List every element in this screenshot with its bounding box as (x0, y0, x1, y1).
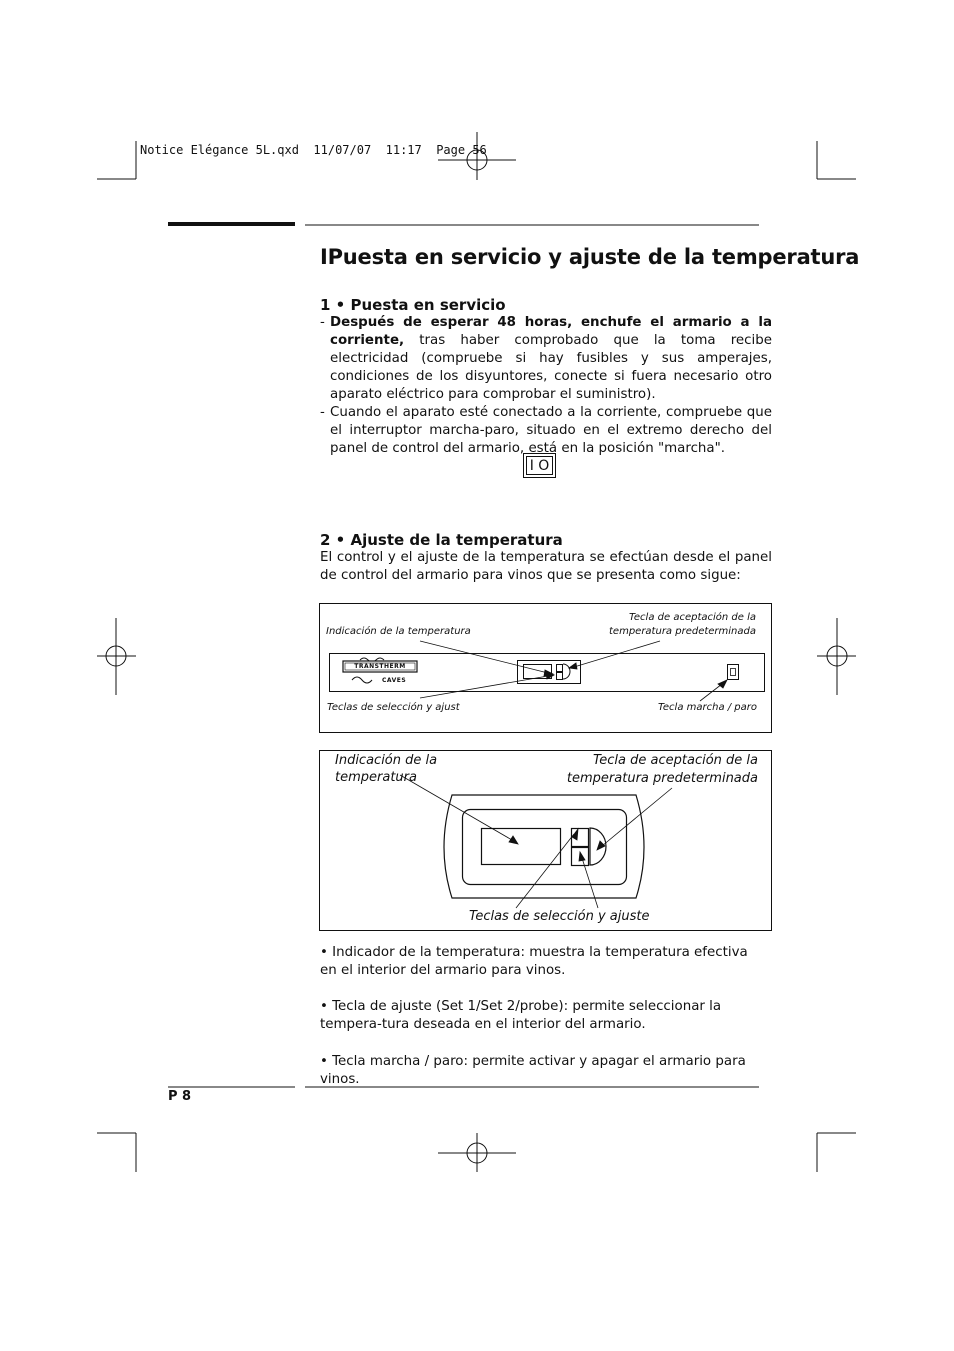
switch-symbol: I O (526, 456, 553, 475)
d1-label-onoff: Tecla marcha / paro (658, 702, 757, 713)
page-title: IPuesta en servicio y ajuste de la temperatura (320, 245, 860, 269)
section-2-heading: 2 • Ajuste de la temperatura (320, 531, 563, 549)
d1-brand-top: TRANSTHERM (354, 663, 406, 670)
item-2-text: Cuando el aparato esté conectado a la corriente, compruebe que el interruptor marcha-paro, situado en el extremo derecho del panel de control del armario, está en la posición "marcha". (330, 405, 772, 456)
d2-label-select-keys: Teclas de selección y ajuste (469, 909, 650, 924)
dash-mark: - (320, 315, 325, 330)
bullet-temp-indicator: • Indicador de la temperatura: muestra la temperatura efectiva en el interior del armario para vinos. (320, 945, 748, 978)
page-number: P 8 (168, 1089, 192, 1104)
d1-brand-bottom: CAVES (382, 677, 407, 684)
section-2-intro: El control y el ajuste de la temperatura se efectúan desde el panel de control del armario para vinos que se presenta como sigue: (320, 550, 772, 583)
dash-mark: - (320, 405, 325, 420)
d2-label-temp-line2: temperatura (335, 770, 417, 785)
print-header: Notice Elégance 5L.qxd 11/07/07 11:17 Page 56 (140, 143, 487, 157)
section-1-heading: 1 • Puesta en servicio (320, 296, 506, 314)
d1-label-select-keys: Teclas de selección y ajust (327, 702, 460, 713)
d1-label-accept-line2: temperatura predeterminada (609, 626, 756, 637)
item-1-text: tras haber comprobado que la toma recibe electricidad (compruebe si hay fusibles y sus amperajes, condiciones de los disyuntores, conecte si fuera necesario otro aparato eléctrico para comprobar el suministro). (330, 333, 772, 402)
d1-label-temp-indication: Indicación de la temperatura (326, 626, 471, 637)
d2-label-temp-line1: Indicación de la (335, 753, 438, 768)
bullet-onoff-key: • Tecla marcha / paro: permite activar y apagar el armario para vinos. (320, 1054, 746, 1087)
bullet-set-key: • Tecla de ajuste (Set 1/Set 2/probe): permite seleccionar la tempera-tura deseada en el interior del armario. (320, 999, 722, 1032)
d2-label-accept-line1: Tecla de aceptación de la (592, 753, 758, 768)
d2-label-accept-line2: temperatura predeterminada (566, 771, 758, 786)
item-1-bold: Después de esperar 48 horas, enchufe el armario a la corriente, (330, 315, 772, 348)
d1-label-accept-line1: Tecla de aceptación de la (629, 612, 756, 623)
